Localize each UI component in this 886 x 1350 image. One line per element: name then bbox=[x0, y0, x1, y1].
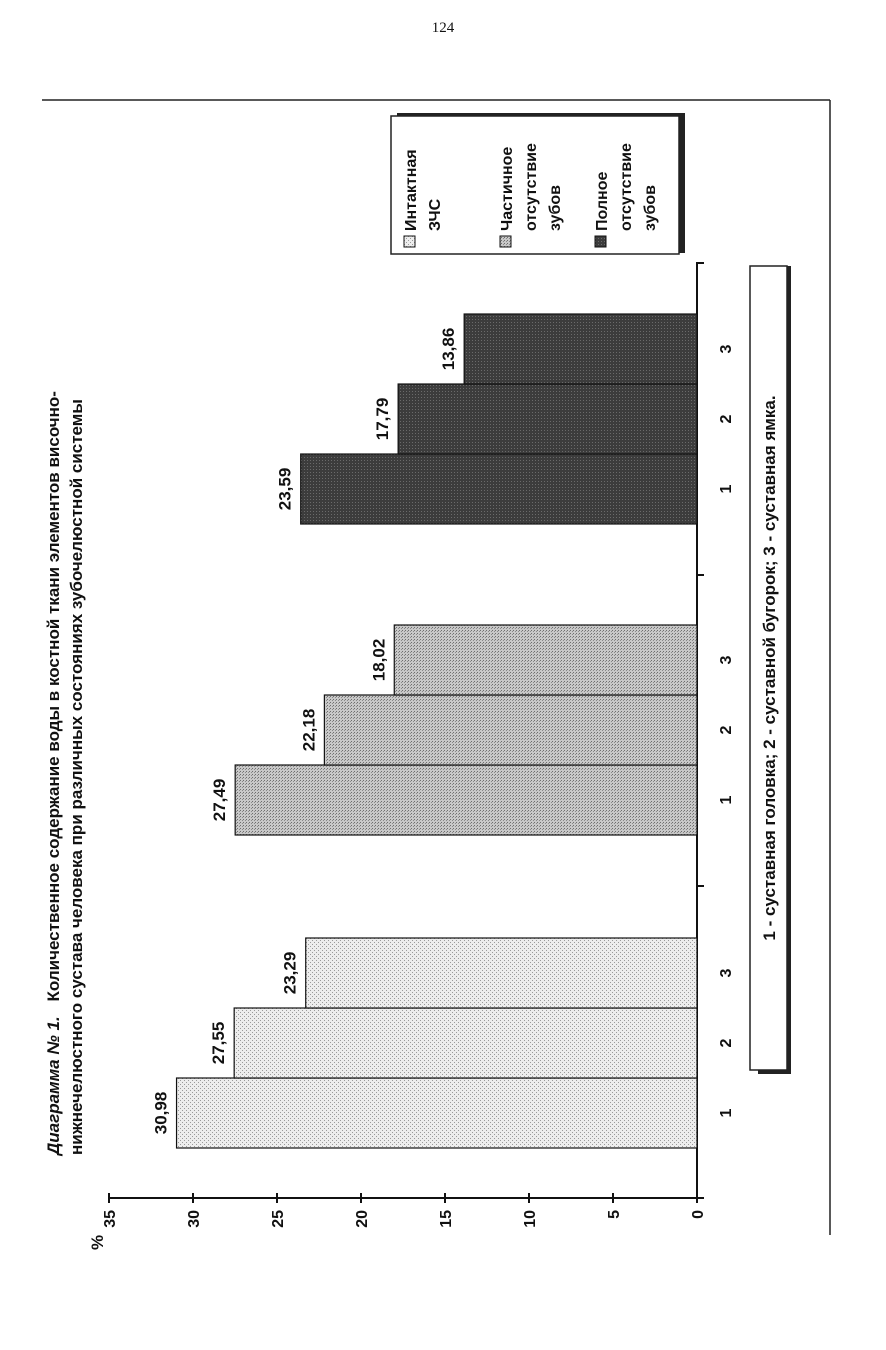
chart-title-line-2: нижнечелюстного сустава человека при различных состояниях зубочелюстной системы bbox=[67, 399, 86, 1155]
bar-series-3-cat-2 bbox=[398, 384, 697, 454]
bars-group bbox=[152, 314, 735, 1148]
y-tick-label: 20 bbox=[354, 1210, 371, 1228]
bar-value-label: 23,29 bbox=[280, 951, 300, 995]
legend bbox=[391, 113, 685, 254]
bar-series-1-cat-3 bbox=[306, 938, 697, 1008]
bar-value-label: 23,59 bbox=[275, 467, 295, 511]
legend-label-3: зубов bbox=[642, 185, 659, 231]
legend-swatch-3 bbox=[595, 236, 606, 247]
legend-label-1: ЗЧС bbox=[427, 198, 444, 231]
y-tick-label: 35 bbox=[102, 1210, 119, 1228]
legend-label-1: Интактная bbox=[403, 149, 420, 231]
y-tick-label: 5 bbox=[606, 1210, 623, 1219]
bar-series-2-cat-2 bbox=[324, 695, 697, 765]
y-tick-label: 30 bbox=[186, 1210, 203, 1228]
category-label: 3 bbox=[718, 655, 735, 665]
bar-value-label: 18,02 bbox=[369, 638, 389, 682]
bar-series-2-cat-1 bbox=[235, 765, 697, 835]
category-label: 1 bbox=[718, 795, 735, 805]
bar-value-label: 17,79 bbox=[373, 397, 393, 441]
bar-value-label: 13,86 bbox=[439, 327, 459, 371]
legend-label-2: отсутствие bbox=[523, 143, 540, 231]
chart-title-line-1 bbox=[44, 391, 63, 1157]
category-label: 1 bbox=[718, 1108, 735, 1118]
legend-label-3: Полное bbox=[594, 171, 611, 231]
legend-label-2: зубов bbox=[547, 185, 564, 231]
y-tick-label: 10 bbox=[522, 1210, 539, 1228]
bar-value-label: 27,55 bbox=[209, 1021, 229, 1065]
category-label: 3 bbox=[718, 344, 735, 354]
category-label: 1 bbox=[718, 484, 735, 494]
bar-series-3-cat-1 bbox=[301, 454, 697, 524]
y-axis-label: % bbox=[88, 1234, 107, 1250]
legend-label-3: отсутствие bbox=[618, 143, 635, 231]
bar-series-1-cat-2 bbox=[234, 1008, 697, 1078]
bar-value-label: 30,98 bbox=[151, 1091, 171, 1135]
page-number: 124 bbox=[431, 20, 455, 36]
y-tick-label: 0 bbox=[690, 1210, 707, 1219]
category-label: 3 bbox=[718, 968, 735, 978]
category-label: 2 bbox=[718, 725, 735, 735]
bar-series-3-cat-3 bbox=[464, 314, 697, 384]
y-tick-label: 25 bbox=[270, 1210, 287, 1228]
footnote-box bbox=[750, 266, 791, 1074]
chart-title-text-1: Количественное содержание воды в костной ткани элементов височно- bbox=[44, 391, 63, 1002]
bar-series-1-cat-1 bbox=[177, 1078, 697, 1148]
category-label: 2 bbox=[718, 1038, 735, 1048]
chart-title-prefix: Диаграмма № 1. bbox=[44, 1016, 63, 1155]
footnote-text: 1 - суставная головка; 2 - суставной бугорок; 3 - суставная ямка. bbox=[760, 395, 779, 941]
bar-value-label: 22,18 bbox=[299, 708, 319, 752]
category-label: 2 bbox=[718, 414, 735, 424]
legend-swatch-2 bbox=[500, 236, 511, 247]
bar-value-label: 27,49 bbox=[210, 778, 230, 822]
legend-label-2: Частичное bbox=[499, 146, 516, 231]
y-tick-label: 15 bbox=[438, 1210, 455, 1228]
legend-swatch-1 bbox=[404, 236, 415, 247]
bar-series-2-cat-3 bbox=[394, 625, 697, 695]
